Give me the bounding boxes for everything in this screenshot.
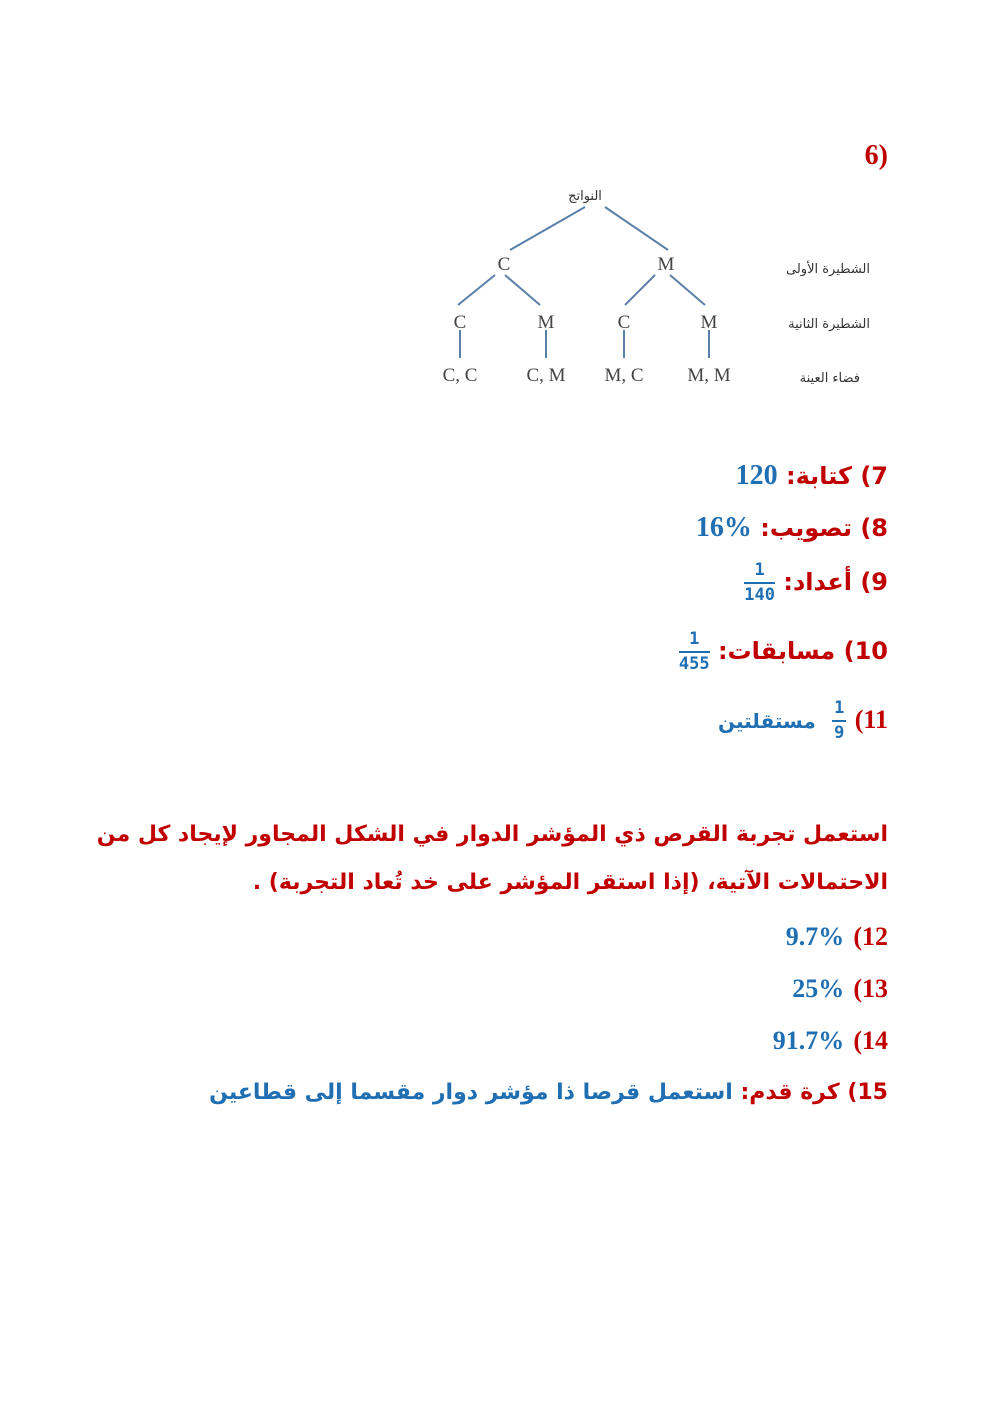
answer-11-label: 11) [854,705,888,734]
answer-14-label: 14) [853,1026,888,1055]
answer-15 [209,1080,888,1105]
answer-12-label: 12) [853,922,888,951]
tree-outcome-2: C, M [526,365,566,386]
answer-13 [792,974,888,1004]
answer-8-value: 16% [695,512,752,543]
answer-14-value: 91.7% [772,1026,845,1055]
answer-8 [696,512,888,544]
answer-11-numerator: 1 [832,700,846,722]
tree-row-label-first: الشطيرة الأولى [786,262,870,277]
answer-11-fraction [832,700,846,742]
tree-node-l1-2: M [657,254,675,275]
answer-10 [679,631,888,673]
answer-7-label: 7) كتابة: [786,462,888,490]
instruction-line-1: استعمل تجربة القرص ذي المؤشر الدوار في الشكل المجاور لإيجاد كل من [96,822,888,847]
answer-15-text: استعمل قرصا ذا مؤشر دوار مقسما إلى قطاعين [209,1080,733,1105]
answer-11-text: مستقلتين [717,709,816,733]
answer-12-value: 9.7% [785,922,845,951]
instruction-line-2: الاحتمالات الآتية، (إذا استقر المؤشر على خد تُعاد التجربة) . [252,870,888,895]
answer-10-numerator: 1 [679,631,710,653]
tree-title: النواتج [568,189,602,204]
tree-node-l1-1: C [497,254,511,275]
answer-8-label: 8) تصويب: [760,514,888,542]
tree-diagram [420,180,890,400]
tree-outcome-4: M, M [687,365,731,386]
tree-outcome-3: M, C [604,365,644,386]
answer-7 [736,460,888,492]
answer-9-label: 9) أعداد: [783,568,888,596]
answer-9 [744,562,888,604]
answer-7-value: 120 [735,460,778,491]
answer-9-denominator: 140 [744,585,775,605]
answer-14 [773,1026,888,1056]
answer-11-denominator: 9 [834,723,845,743]
tree-row-label-sample-space: فضاء العينة [799,371,860,386]
answer-9-fraction [744,562,775,604]
tree-outcome-1: C, C [442,365,478,386]
answer-13-value: 25% [792,974,845,1003]
answer-9-numerator: 1 [744,562,775,584]
answer-13-label: 13) [853,974,888,1003]
tree-branches [458,207,709,358]
tree-node-l2-2: M [537,312,555,333]
answer-10-label: 10) مسابقات: [717,637,888,665]
tree-node-l2-3: C [617,312,631,333]
answer-10-fraction [679,631,710,673]
answer-10-denominator: 455 [678,654,710,674]
answer-15-label: 15) كرة قدم: [740,1080,888,1105]
tree-row-label-second: الشطيرة الثانية [788,317,870,332]
tree-node-l2-4: M [700,312,718,333]
answer-12 [786,922,888,952]
tree-node-l2-1: C [453,312,467,333]
answer-11 [718,700,888,742]
q6-label: (6 [864,140,888,171]
